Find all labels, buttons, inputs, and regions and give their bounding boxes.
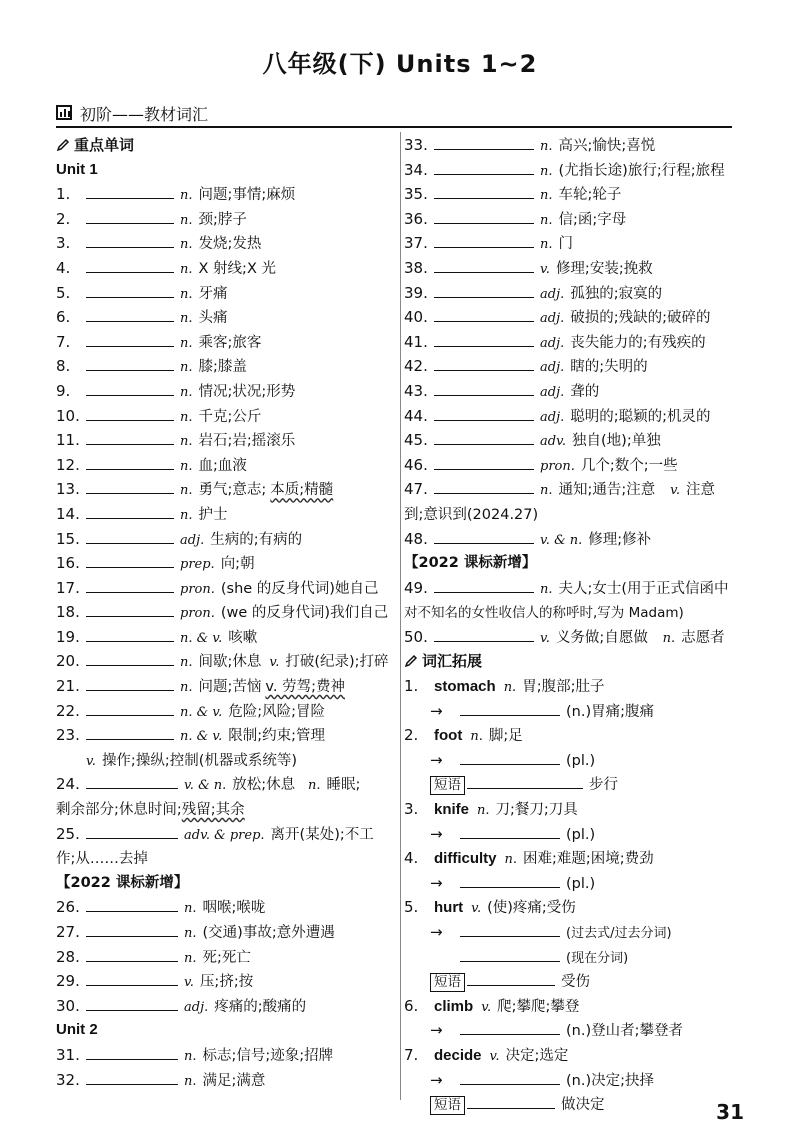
- expansion-item: 5. hurt v. (使)疼痛;受伤: [404, 898, 576, 917]
- answer-blank[interactable]: [86, 479, 174, 494]
- answer-blank[interactable]: [434, 283, 534, 298]
- answer-blank[interactable]: [86, 971, 178, 986]
- left-column: [56, 133, 389, 1092]
- answer-blank[interactable]: [86, 209, 174, 224]
- answer-blank[interactable]: [460, 873, 560, 888]
- list-item: 7. n. 乘客;旅客: [56, 332, 262, 351]
- phrase-row: 短语 步行: [404, 772, 744, 797]
- phrase-row: 短语 做决定: [404, 1092, 744, 1117]
- answer-blank[interactable]: [86, 233, 174, 248]
- answer-blank[interactable]: [434, 479, 534, 494]
- arrow-icon: →: [430, 873, 443, 892]
- list-item: 27. n. (交通)事故;意外遭遇: [56, 923, 335, 941]
- new-standard-label: 【2022 课标新增】: [404, 555, 537, 572]
- answer-blank[interactable]: [434, 233, 534, 248]
- answer-blank[interactable]: [86, 455, 174, 470]
- answer-blank[interactable]: [467, 774, 583, 789]
- list-item: 6. n. 头痛: [56, 308, 228, 327]
- answer-blank[interactable]: [434, 209, 534, 224]
- answer-blank[interactable]: [86, 307, 174, 322]
- answer-blank[interactable]: [460, 1020, 560, 1035]
- answer-blank[interactable]: [86, 356, 174, 371]
- list-item: 30. adj. 疼痛的;酸痛的: [56, 996, 307, 1015]
- list-item: 25. adv. & prep. 离开(某处);不工: [56, 824, 374, 843]
- derivation-row: → (n.)决定;抉择: [404, 1068, 744, 1093]
- right-column: [404, 133, 744, 1117]
- answer-blank[interactable]: [460, 1070, 560, 1085]
- unit2-label: Unit 2: [56, 1021, 98, 1039]
- answer-blank[interactable]: [434, 160, 534, 175]
- phrase-tag: 短语: [430, 776, 465, 795]
- item24-cont: 剩余部分;休息时间;残留;其余: [56, 802, 245, 819]
- bar-chart-icon: [56, 105, 72, 120]
- list-item: 32. n. 满足;满意: [56, 1070, 266, 1089]
- list-item: 12. n. 血;血液: [56, 455, 247, 474]
- list-item: 39. adj. 孤独的;寂寞的: [404, 283, 663, 302]
- phrase-tag: 短语: [430, 1096, 465, 1115]
- answer-blank[interactable]: [434, 258, 534, 273]
- answer-blank[interactable]: [86, 529, 174, 544]
- answer-blank[interactable]: [86, 701, 174, 716]
- answer-blank[interactable]: [434, 406, 534, 421]
- derivation-row: → (过去式/过去分词): [404, 920, 744, 945]
- item49-cont: 对不知名的女性收信人的称呼时,写为 Madam): [404, 605, 684, 622]
- list-item: 17. pron. (she 的反身代词)她自己: [56, 578, 379, 597]
- answer-blank[interactable]: [86, 332, 174, 347]
- answer-blank[interactable]: [434, 529, 534, 544]
- word-expansion-heading: 词汇拓展: [404, 649, 744, 674]
- section-title: 初阶——教材词汇: [80, 105, 209, 124]
- expansion-item: 6. climb v. 爬;攀爬;攀登: [404, 996, 580, 1015]
- list-item: 26. n. 咽喉;喉咙: [56, 898, 266, 917]
- expansion-item: 4. difficulty n. 困难;难题;困境;费劲: [404, 849, 654, 868]
- answer-blank[interactable]: [460, 750, 560, 765]
- answer-blank[interactable]: [86, 774, 178, 789]
- list-item: 21. n. 问题;苦恼 v. 劳驾;费神: [56, 677, 345, 696]
- list-item: 47. n. 通知;通告;注意 v. 注意: [404, 480, 716, 499]
- list-item: 38. v. 修理;安装;挽救: [404, 258, 653, 277]
- answer-blank[interactable]: [86, 283, 174, 298]
- list-item: 23. n. & v. 限制;约束;管理: [56, 726, 326, 745]
- arrow-icon: →: [430, 923, 443, 941]
- answer-blank[interactable]: [86, 504, 174, 519]
- item23-cont: v. 操作;操纵;控制(机器或系统等): [86, 752, 298, 769]
- answer-blank[interactable]: [460, 701, 560, 716]
- list-item: 24. v. & n. 放松;休息 n. 睡眠;: [56, 775, 361, 794]
- answer-blank[interactable]: [86, 922, 178, 937]
- answer-blank[interactable]: [434, 135, 534, 150]
- arrow-icon: →: [430, 701, 443, 720]
- answer-blank[interactable]: [434, 578, 534, 593]
- answer-blank[interactable]: [86, 602, 174, 617]
- unit1-label: Unit 1: [56, 160, 98, 178]
- list-item: 40. adj. 破损的;残缺的;破碎的: [404, 308, 711, 327]
- answer-blank[interactable]: [86, 996, 178, 1011]
- expansion-item: 1. stomach n. 胃;腹部;肚子: [404, 677, 605, 696]
- list-item: 2. n. 颈;脖子: [56, 209, 247, 228]
- list-item: 50. v. 义务做;自愿做 n. 志愿者: [404, 627, 725, 646]
- arrow-icon: →: [430, 824, 443, 843]
- list-item: 15. adj. 生病的;有病的: [56, 529, 303, 548]
- answer-blank[interactable]: [460, 922, 560, 937]
- expansion-item: 3. knife n. 刀;餐刀;刀具: [404, 800, 578, 819]
- page-number: 31: [716, 1100, 744, 1124]
- answer-blank[interactable]: [86, 258, 174, 273]
- answer-blank[interactable]: [434, 356, 534, 371]
- list-item: 19. n. & v. 咳嗽: [56, 627, 258, 646]
- arrow-icon: →: [430, 1021, 443, 1040]
- answer-blank[interactable]: [86, 430, 174, 445]
- list-item: 45. adv. 独自(地);单独: [404, 431, 661, 450]
- list-item: 46. pron. 几个;数个;一些: [404, 455, 678, 474]
- answer-blank[interactable]: [86, 1070, 178, 1085]
- key-words-heading: 重点单词: [56, 133, 386, 158]
- arrow-icon: →: [430, 1070, 443, 1089]
- answer-blank[interactable]: [86, 406, 174, 421]
- answer-blank[interactable]: [467, 1094, 555, 1109]
- answer-blank[interactable]: [86, 627, 174, 642]
- answer-blank[interactable]: [86, 676, 174, 691]
- list-item: 28. n. 死;死亡: [56, 947, 251, 966]
- answer-blank[interactable]: [434, 307, 534, 322]
- list-item: 36. n. 信;函;字母: [404, 209, 627, 228]
- list-item: 4. n. X 射线;X 光: [56, 258, 276, 277]
- list-item: 29. v. 压;挤;按: [56, 972, 254, 991]
- list-item: 18. pron. (we 的反身代词)我们自己: [56, 603, 389, 622]
- list-item: 11. n. 岩石;岩;摇滚乐: [56, 431, 296, 450]
- list-item: 37. n. 门: [404, 234, 574, 253]
- answer-blank[interactable]: [86, 553, 174, 568]
- expansion-item: 2. foot n. 脚;足: [404, 726, 523, 745]
- expansion-item: 7. decide v. 决定;选定: [404, 1045, 569, 1064]
- answer-blank[interactable]: [434, 332, 534, 347]
- answer-blank[interactable]: [86, 725, 174, 740]
- phrase-tag: 短语: [430, 973, 465, 992]
- answer-blank[interactable]: [86, 1045, 178, 1060]
- list-item: 10. n. 千克;公斤: [56, 406, 262, 425]
- list-item: 9. n. 情况;状况;形势: [56, 381, 296, 400]
- pencil-icon: [404, 654, 418, 668]
- answer-blank[interactable]: [434, 184, 534, 199]
- answer-blank[interactable]: [434, 381, 534, 396]
- answer-blank[interactable]: [86, 947, 178, 962]
- answer-blank[interactable]: [434, 627, 534, 642]
- answer-blank[interactable]: [86, 897, 178, 912]
- answer-blank[interactable]: [86, 578, 174, 593]
- derivation-row: → (pl.): [404, 822, 744, 847]
- pencil-icon: [56, 138, 70, 152]
- list-item: 48. v. & n. 修理;修补: [404, 529, 652, 548]
- answer-blank[interactable]: [460, 947, 560, 962]
- list-item: 14. n. 护士: [56, 504, 228, 523]
- list-item: 16. prep. 向;朝: [56, 554, 255, 573]
- answer-blank[interactable]: [467, 971, 555, 986]
- list-item: 44. adj. 聪明的;聪颖的;机灵的: [404, 406, 711, 425]
- list-item: 13. n. 勇气;意志; 本质;精髓: [56, 480, 334, 499]
- answer-blank[interactable]: [86, 381, 174, 396]
- column-divider: [400, 132, 401, 1100]
- derivation-row: (现在分词): [404, 945, 744, 970]
- phrase-row: 短语 受伤: [404, 969, 744, 994]
- new-standard-label: 【2022 课标新增】: [56, 874, 189, 891]
- item25-cont: 作;从……去掉: [56, 851, 148, 868]
- list-item: 20. n. 间歇;休息 v. 打破(纪录);打碎: [56, 652, 389, 671]
- list-item: 41. adj. 丧失能力的;有残疾的: [404, 332, 706, 351]
- list-item: 42. adj. 瞎的;失明的: [404, 357, 648, 376]
- list-item: 3. n. 发烧;发热: [56, 234, 262, 253]
- answer-blank[interactable]: [86, 651, 174, 666]
- answer-blank[interactable]: [434, 455, 534, 470]
- list-item: 33. n. 高兴;愉快;喜悦: [404, 136, 656, 154]
- list-item: 8. n. 膝;膝盖: [56, 357, 247, 376]
- list-item: 5. n. 牙痛: [56, 283, 228, 302]
- list-item: 34. n. (尤指长途)旅行;行程;旅程: [404, 160, 725, 179]
- list-item: 1. n. 问题;事情;麻烦: [56, 185, 296, 204]
- derivation-row: → (n.)胃痛;腹痛: [404, 699, 744, 724]
- list-item: 22. n. & v. 危险;风险;冒险: [56, 701, 326, 720]
- list-item: 35. n. 车轮;轮子: [404, 185, 622, 204]
- section-header: [56, 100, 732, 128]
- arrow-icon: →: [430, 750, 443, 769]
- list-item: 31. n. 标志;信号;迹象;招牌: [56, 1045, 334, 1064]
- derivation-row: → (pl.): [404, 871, 744, 896]
- answer-blank[interactable]: [434, 430, 534, 445]
- page-title: 八年级(下) Units 1~2: [262, 50, 538, 78]
- answer-blank[interactable]: [460, 824, 560, 839]
- derivation-row: → (pl.): [404, 748, 744, 773]
- list-item: 43. adj. 聋的: [404, 381, 600, 400]
- answer-blank[interactable]: [86, 184, 174, 199]
- item47-cont: 到;意识到(2024.27): [404, 506, 539, 523]
- list-item: 49. n. 夫人;女士(用于正式信函中: [404, 578, 729, 597]
- answer-blank[interactable]: [86, 824, 178, 839]
- derivation-row: → (n.)登山者;攀登者: [404, 1018, 744, 1043]
